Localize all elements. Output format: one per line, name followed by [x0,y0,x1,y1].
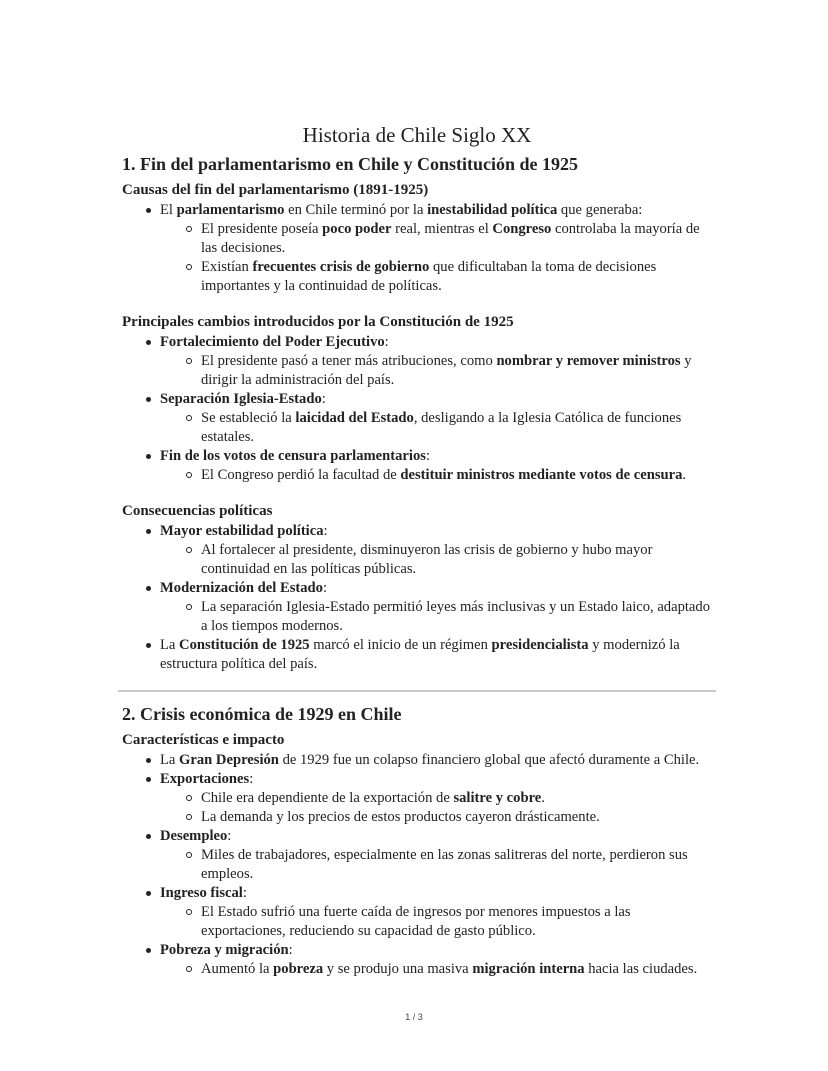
text-run: que generaba: [557,202,643,218]
text-run: en Chile terminó por la [284,202,428,218]
list-item-text [160,201,712,220]
subsection [122,312,712,485]
text-run: y se produjo una masiva [323,961,473,977]
list-item-text [160,636,712,674]
bold-text: laicidad del Estado [295,410,414,426]
text-run: hacia las ciudades. [584,961,698,977]
list-item-text [160,333,712,352]
list-item [122,770,712,827]
list-item-text [160,751,712,770]
bold-text: pobreza [273,961,324,977]
sub-list-item [160,789,712,808]
text-run: : [384,334,389,350]
list-item [122,333,712,390]
document-body [122,152,712,979]
text-run: Aumentó la [201,961,274,977]
subsection [122,180,712,296]
sub-list-item [160,409,712,447]
text-run: : [425,448,430,464]
list-item-text [160,390,712,409]
subsection-heading: Principales cambios introducidos por la Constitución de 1925 [122,314,514,330]
bold-text: Modernización del Estado [160,580,323,596]
bold-text: nombrar y remover ministros [496,353,681,369]
bold-text: Congreso [492,221,552,237]
sub-bullet-list [160,903,712,941]
list-item-text [160,827,712,846]
sub-bullet-list [160,409,712,447]
text-run: que dificultaban la toma de decisiones importantes y la continuidad de políticas. [201,259,657,294]
subsection-heading: Consecuencias políticas [122,503,273,519]
list-item [122,941,712,979]
text-run: : [249,771,254,787]
sub-bullet-list [160,846,712,884]
bold-text: destituir ministros mediante votos de censura [400,467,683,483]
list-item-text [160,447,712,466]
bold-text: Pobreza y migración [160,942,289,958]
bold-text: frecuentes crisis de gobierno [252,259,430,275]
sub-list-item [160,220,712,258]
sub-bullet-list [160,541,712,579]
text-run: : [321,391,326,407]
text-run: : [227,828,232,844]
list-item [122,447,712,485]
sub-list-item [160,808,712,827]
list-item-text [160,770,712,789]
bold-text: Gran Depresión [179,752,279,768]
list-item [122,522,712,579]
bold-text: migración interna [472,961,585,977]
list-item-text [160,941,712,960]
text-run: El [160,202,177,218]
text-run: . [541,790,545,806]
subsection [122,501,712,674]
text-run: y dirigir la administración del país. [201,353,692,388]
bullet-list [122,333,712,485]
sub-list-item [160,960,712,979]
list-item [122,827,712,884]
list-item [122,579,712,636]
bold-text: inestabilidad política [427,202,558,218]
sub-list-item [160,466,712,485]
subsection-heading: Causas del fin del parlamentarismo (1891-1925) [122,182,429,198]
list-item [122,636,712,674]
bold-text: Fin de los votos de censura parlamentarios [160,448,426,464]
text-run: Al fortalecer al presidente, disminuyeron las crisis de gobierno y hubo mayor continuidad en las políticas públicas. [201,542,653,577]
section-heading: 1. Fin del parlamentarismo en Chile y Constitución de 1925 [122,154,579,174]
list-item [122,201,712,296]
text-run: : [242,885,247,901]
bold-text: poco poder [322,221,392,237]
bold-text: Fortalecimiento del Poder Ejecutivo [160,334,385,350]
list-item-text [160,884,712,903]
text-run: : [323,523,328,539]
bullet-list [122,201,712,296]
sub-bullet-list [160,352,712,390]
text-run: El Congreso perdió la facultad de [201,467,401,483]
sub-list-item [160,598,712,636]
sub-bullet-list [160,220,712,296]
text-run: Chile era dependiente de la exportación de [201,790,454,806]
list-item [122,884,712,941]
text-run: y modernizó la estructura política del país. [160,637,680,672]
text-run: El presidente poseía [201,221,323,237]
sub-bullet-list [160,960,712,979]
bullet-list [122,522,712,674]
text-run: El Estado sufrió una fuerte caída de ingresos por menores impuestos a las exportaciones, reduciendo su capacidad de gasto público. [201,904,631,939]
bold-text: Constitución de 1925 [179,637,310,653]
text-run: : [322,580,328,596]
text-run: Existían [201,259,253,275]
text-run: El presidente pasó a tener más atribuciones, como [201,353,497,369]
bold-text: Separación Iglesia-Estado [160,391,322,407]
bold-text: Desempleo [160,828,228,844]
list-item [122,751,712,770]
text-run: de 1929 fue un colapso financiero global que afectó duramente a Chile. [278,752,700,768]
text-run: , desligando a la Iglesia Católica de funciones estatales. [201,410,682,445]
text-run: real, mientras el [391,221,493,237]
text-run: Se estableció la [201,410,296,426]
subsection-heading: Características e impacto [122,732,285,748]
page-number: 1 / 3 [405,1012,423,1022]
sub-list-item [160,846,712,884]
sub-list-item [160,903,712,941]
sub-bullet-list [160,598,712,636]
bold-text: presidencialista [491,637,589,653]
bold-text: parlamentarismo [176,202,285,218]
text-run: marcó el inicio de un régimen [309,637,492,653]
text-run: . [682,467,687,483]
document-title: Historia de Chile Siglo XX [302,123,532,147]
section-heading: 2. Crisis económica de 1929 en Chile [122,704,402,724]
section-divider [118,690,716,692]
bold-text: Exportaciones [160,771,250,787]
bold-text: Mayor estabilidad política [160,523,324,539]
bold-text: salitre y cobre [453,790,542,806]
text-run: Miles de trabajadores, especialmente en las zonas salitreras del norte, perdieron sus empleos. [201,847,688,882]
list-item [122,390,712,447]
document-page [122,122,712,995]
sub-bullet-list [160,466,712,485]
subsection [122,730,712,979]
text-run: La demanda y los precios de estos productos cayeron drásticamente. [201,809,600,825]
list-item-text [160,579,712,598]
bullet-list [122,751,712,979]
text-run: La [160,752,180,768]
sub-list-item [160,541,712,579]
text-run: La [160,637,180,653]
sub-list-item [160,258,712,296]
text-run: La separación Iglesia-Estado permitió leyes más inclusivas y un Estado laico, adaptado a los tiempos modernos. [201,599,710,634]
list-item-text [160,522,712,541]
text-run: controlaba la mayoría de las decisiones. [201,221,700,256]
sub-list-item [160,352,712,390]
sub-bullet-list [160,789,712,827]
bold-text: Ingreso fiscal [160,885,243,901]
text-run: : [288,942,293,958]
